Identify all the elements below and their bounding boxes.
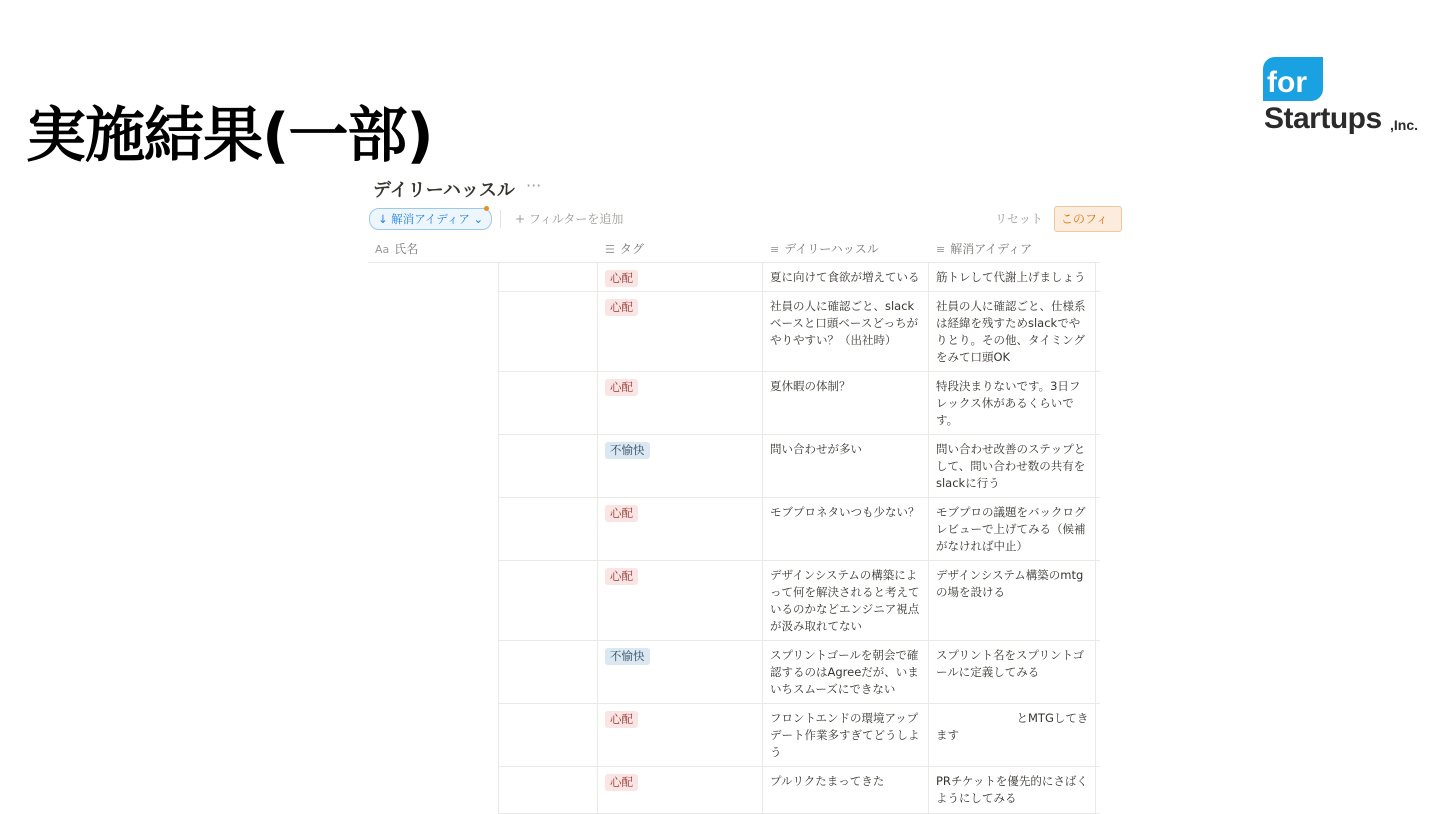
tag-badge[interactable]: 心配 — [605, 505, 638, 522]
idea-cell[interactable]: 筋トレして代謝上げましょう — [936, 270, 1086, 284]
forstartups-logo — [1263, 57, 1433, 139]
logo-startups-text: Startups — [1264, 102, 1382, 135]
hustle-cell[interactable]: 問い合わせが多い — [770, 442, 862, 456]
save-view-button[interactable]: このフィ — [1054, 206, 1122, 232]
idea-cell[interactable]: 社員の人に確認ごと、仕様系は経緯を残すためslackでやりとり。その他、タイミングをみて口頭OK — [936, 299, 1086, 364]
slide-title: 実施結果(一部) — [26, 101, 433, 171]
tag-badge[interactable]: 心配 — [605, 568, 638, 585]
table-row[interactable] — [368, 292, 1100, 372]
idea-cell[interactable]: とMTGしてきます — [936, 711, 1089, 742]
tag-badge[interactable]: 心配 — [605, 299, 638, 316]
add-filter-button[interactable]: + フィルターを追加 — [515, 212, 624, 226]
name-cell[interactable] — [368, 263, 498, 292]
column-header-label: デイリーハッスル — [784, 242, 879, 256]
logo-inc-text: ,Inc. — [1390, 117, 1419, 133]
hustle-cell[interactable]: 夏に向けて食欲が増えている — [770, 270, 920, 284]
name-cell[interactable] — [368, 372, 498, 435]
table-row[interactable] — [368, 498, 1100, 561]
tag-badge[interactable]: 心配 — [605, 774, 638, 791]
column-header-tag[interactable] — [605, 240, 644, 257]
tag-badge[interactable]: 心配 — [605, 711, 638, 728]
name-cell[interactable] — [368, 704, 498, 767]
tag-badge[interactable]: 不愉快 — [605, 442, 650, 459]
column-header-idea[interactable] — [936, 240, 1032, 257]
name-cell[interactable] — [368, 498, 498, 561]
idea-cell[interactable]: モブプロの議題をバックログレビューで上げてみる（候補がなければ中止） — [936, 505, 1086, 553]
name-cell[interactable] — [368, 641, 498, 704]
idea-cell[interactable]: 特段決まりないです。3日フレックス休があるくらいです。 — [936, 379, 1081, 427]
column-header-hustle[interactable] — [770, 240, 879, 257]
name-cell[interactable] — [368, 292, 498, 372]
table-row[interactable] — [368, 704, 1100, 767]
tag-badge[interactable]: 心配 — [605, 270, 638, 287]
database-toolbar — [368, 208, 1109, 232]
name-cell[interactable] — [368, 767, 498, 814]
database-table — [368, 236, 1100, 814]
idea-cell[interactable]: スプリント名をスプリントゴールに定義してみる — [936, 648, 1085, 679]
name-cell[interactable] — [368, 561, 498, 641]
table-row[interactable] — [368, 263, 1100, 292]
name-cell[interactable] — [368, 435, 498, 498]
hustle-cell[interactable]: プルリクたまってきた — [770, 774, 885, 788]
toolbar-divider — [500, 210, 501, 228]
table-row[interactable] — [368, 641, 1100, 704]
column-header-label: 解消アイディア — [950, 242, 1033, 256]
database-title: デイリーハッスル — [373, 180, 515, 201]
hustle-cell[interactable]: デザインシステムの構築によって何を解決されると考えているのかなどエンジニア視点が汲み取れてない — [770, 568, 920, 633]
text-type-icon: Aa — [375, 243, 390, 256]
text-lines-icon: ≡ — [770, 243, 780, 256]
sort-chip-button[interactable]: ↓ 解消アイディア ⌄ — [369, 208, 492, 230]
hustle-cell[interactable]: フロントエンドの環境アップデート作業多すぎてどうしよう — [770, 711, 920, 759]
column-header-label: 氏名 — [394, 242, 419, 256]
hustle-cell[interactable]: 夏休暇の体制？ — [770, 379, 851, 393]
sort-active-dot-icon — [484, 206, 489, 211]
table-row[interactable] — [368, 767, 1100, 814]
table-header — [368, 236, 1100, 263]
tag-badge[interactable]: 心配 — [605, 379, 638, 396]
idea-cell[interactable]: デザインシステム構築のmtgの場を設ける — [936, 568, 1084, 599]
logo-for-text: for — [1267, 66, 1307, 99]
table-row[interactable] — [368, 435, 1100, 498]
notion-database-screenshot — [368, 172, 1109, 810]
hustle-cell[interactable]: モブプロネタいつも少ない？ — [770, 505, 920, 519]
list-type-icon: ☰ — [605, 243, 615, 256]
hustle-cell[interactable]: スプリントゴールを朝会で確認するのはAgreeだが、いまいちスムーズにできない — [770, 648, 919, 696]
more-options-icon[interactable]: ··· — [526, 176, 542, 195]
reset-button[interactable]: リセット — [995, 212, 1043, 226]
idea-cell[interactable]: PRチケットを優先的にさばくようにしてみる — [936, 774, 1088, 805]
column-header-name[interactable] — [375, 240, 418, 257]
text-lines-icon: ≡ — [936, 243, 946, 256]
idea-cell[interactable]: 問い合わせ改善のステップとして、問い合わせ数の共有をslackに行う — [936, 442, 1086, 490]
table-row[interactable] — [368, 561, 1100, 641]
table-row[interactable] — [368, 372, 1100, 435]
hustle-cell[interactable]: 社員の人に確認ごと、slackベースと口頭ベースどっちがやりやすい？（出社時） — [770, 299, 919, 347]
column-header-label: タグ — [619, 242, 644, 256]
tag-badge[interactable]: 不愉快 — [605, 648, 650, 665]
